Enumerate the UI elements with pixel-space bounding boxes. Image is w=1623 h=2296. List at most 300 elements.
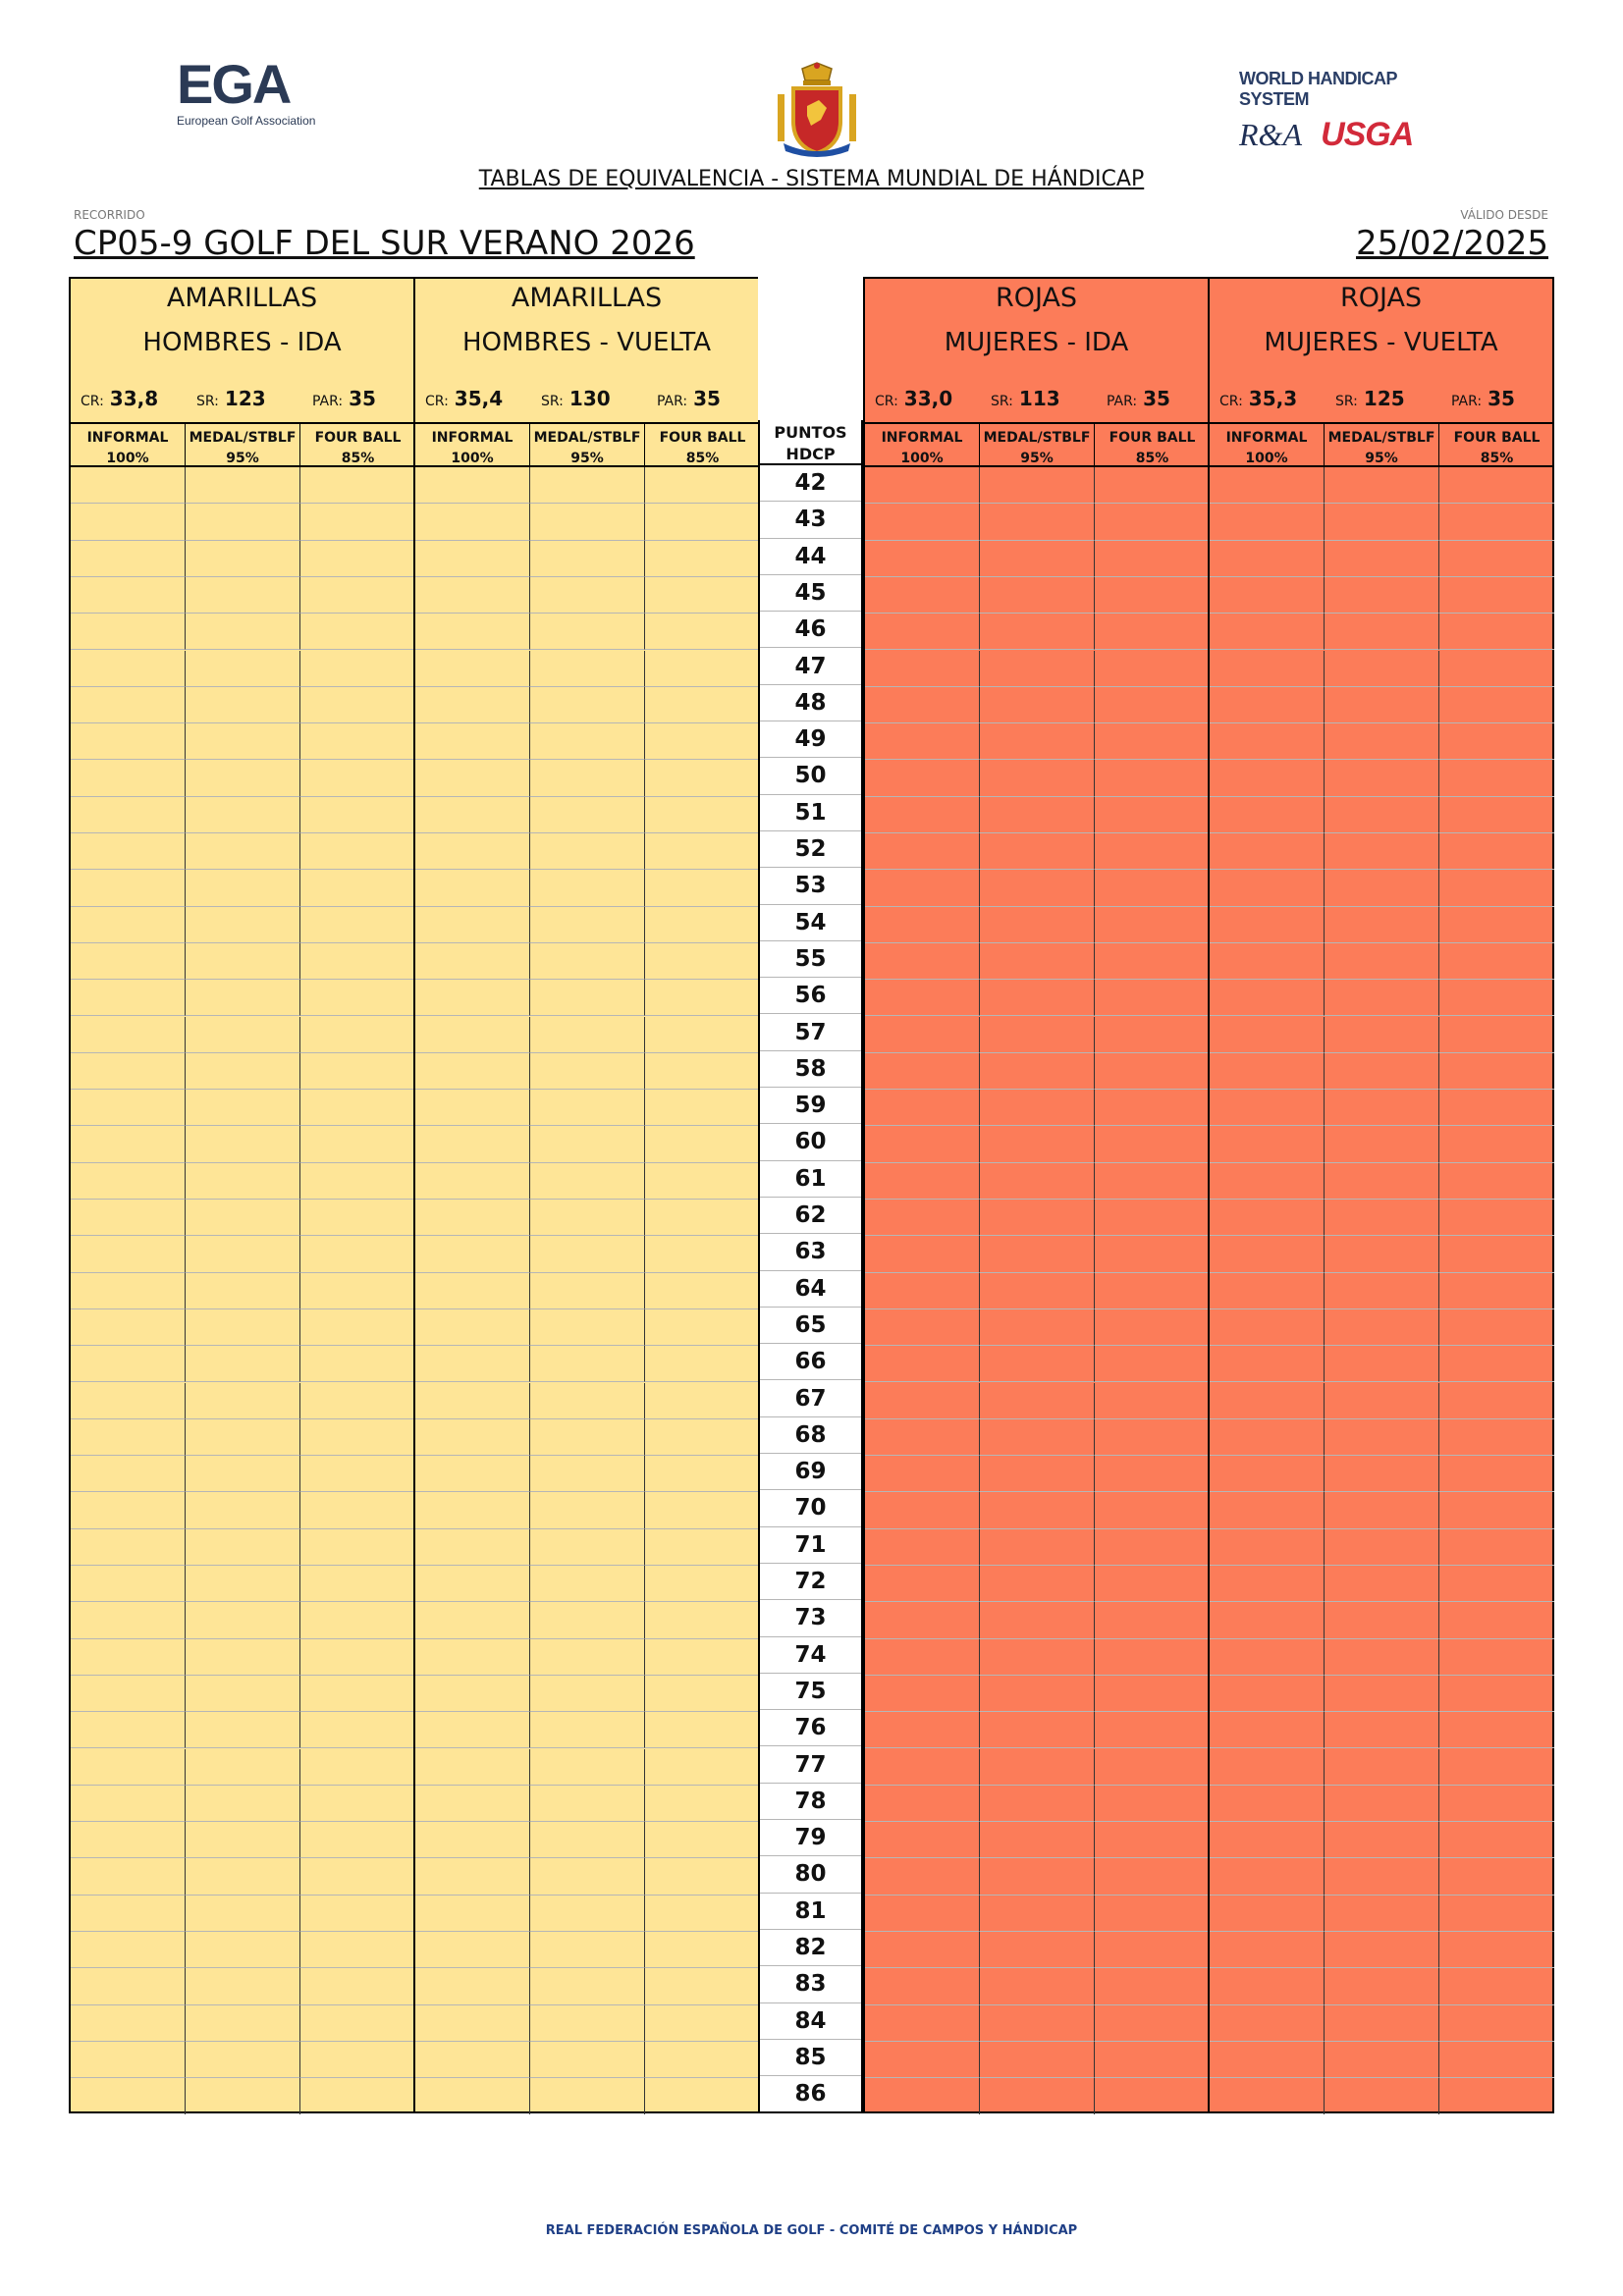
table-cell	[71, 651, 186, 687]
table-cell	[186, 1090, 300, 1126]
par-value	[657, 387, 721, 410]
table-cell	[71, 1822, 186, 1858]
table-cell	[1095, 2078, 1210, 2114]
course-rating-value: 33,0	[903, 387, 953, 410]
course-rating-value: 35,3	[1248, 387, 1298, 410]
table-cell	[300, 1456, 415, 1492]
table-cell	[1439, 980, 1554, 1016]
subcol-header-informal: INFORMAL 100%	[415, 422, 530, 467]
table-cell	[186, 943, 300, 980]
table-cell	[71, 1749, 186, 1786]
table-cell	[1439, 1896, 1554, 1932]
table-cell	[980, 1346, 1095, 1382]
table-cell	[645, 577, 760, 614]
table-cell	[1210, 1456, 1325, 1492]
points-cell: 70	[760, 1490, 861, 1526]
table-cell	[645, 1639, 760, 1676]
tee-section-label: MUJERES - VUELTA	[1264, 328, 1498, 357]
points-cell: 52	[760, 831, 861, 868]
table-cell	[1095, 1896, 1210, 1932]
points-cell: 75	[760, 1674, 861, 1710]
table-cell	[1095, 651, 1210, 687]
table-cell	[1210, 1419, 1325, 1456]
table-cell	[1210, 870, 1325, 906]
table-cell	[1325, 2005, 1439, 2042]
table-cell	[1325, 1712, 1439, 1748]
table-cell	[645, 2078, 760, 2114]
points-cell: 64	[760, 1271, 861, 1308]
table-cell	[415, 1309, 530, 1346]
table-cell	[415, 687, 530, 723]
slope-rating-value: 130	[568, 387, 611, 410]
table-cell	[415, 651, 530, 687]
table-cell	[530, 1273, 645, 1309]
subcol-header-four-ball: FOUR BALL 85%	[1095, 422, 1210, 467]
table-cell	[300, 1346, 415, 1382]
table-cell	[645, 1968, 760, 2004]
table-cell	[865, 1749, 980, 1786]
table-cell	[415, 1676, 530, 1712]
points-cell: 86	[794, 2081, 827, 2108]
table-cell	[530, 2042, 645, 2078]
table-cell	[1439, 504, 1554, 540]
table-cell	[1095, 1090, 1210, 1126]
table-cell	[1210, 760, 1325, 796]
table-cell	[415, 1419, 530, 1456]
table-cell	[186, 1236, 300, 1272]
table-cell	[300, 1822, 415, 1858]
table-cell	[645, 1602, 760, 1638]
table-cell	[865, 723, 980, 760]
table-cell	[1325, 1383, 1439, 1419]
table-cell	[1325, 1456, 1439, 1492]
table-cell	[865, 614, 980, 650]
table-cell	[530, 1346, 645, 1382]
table-cell	[186, 1786, 300, 1822]
table-cell	[980, 1456, 1095, 1492]
table-cell	[1210, 1309, 1325, 1346]
table-cell	[71, 1126, 186, 1162]
table-cell	[1439, 1346, 1554, 1382]
table-cell	[1095, 1163, 1210, 1200]
table-cell	[1439, 577, 1554, 614]
table-cell	[186, 504, 300, 540]
table-cell	[71, 1676, 186, 1712]
table-cell	[530, 1419, 645, 1456]
table-cell	[1325, 1236, 1439, 1272]
table-cell	[865, 1456, 980, 1492]
slope-rating	[991, 387, 1107, 410]
table-cell	[415, 1017, 530, 1053]
table-cell	[186, 1822, 300, 1858]
table-cell	[300, 541, 415, 577]
table-cell	[1439, 2078, 1554, 2114]
table-cell	[1210, 651, 1325, 687]
table-cell	[71, 467, 186, 504]
table-cell	[1210, 1053, 1325, 1090]
table-cell	[1210, 504, 1325, 540]
table-cell	[980, 1712, 1095, 1748]
table-cell	[980, 1639, 1095, 1676]
table-cell	[1210, 943, 1325, 980]
table-cell	[530, 1456, 645, 1492]
table-cell	[1439, 1090, 1554, 1126]
table-cell	[1325, 760, 1439, 796]
table-cell	[415, 614, 530, 650]
table-cell	[300, 1968, 415, 2004]
table-cell	[645, 943, 760, 980]
table-cell	[980, 1419, 1095, 1456]
par-value	[1451, 387, 1515, 410]
table-cell	[645, 907, 760, 943]
table-cell	[645, 1932, 760, 1968]
table-cell	[645, 1529, 760, 1566]
table-cell	[71, 1236, 186, 1272]
points-cell: 50	[760, 758, 861, 794]
table-cell	[1210, 1602, 1325, 1638]
table-cell	[415, 1896, 530, 1932]
table-cell	[865, 577, 980, 614]
table-cell	[530, 1492, 645, 1528]
tee-section-3	[863, 277, 1210, 2113]
table-cell	[1095, 1456, 1210, 1492]
table-cell	[980, 577, 1095, 614]
table-cell	[980, 1273, 1095, 1309]
table-cell	[415, 1529, 530, 1566]
table-cell	[1210, 577, 1325, 614]
table-cell	[865, 870, 980, 906]
table-cell	[186, 1529, 300, 1566]
course-rating-params	[81, 387, 404, 410]
table-cell	[300, 907, 415, 943]
course-rating-params	[1219, 387, 1542, 410]
table-cell	[300, 980, 415, 1016]
table-cell	[1095, 1639, 1210, 1676]
table-cell	[1210, 1639, 1325, 1676]
table-cell	[71, 1090, 186, 1126]
points-cell: 66	[760, 1344, 861, 1380]
table-cell	[1325, 1566, 1439, 1602]
table-cell	[1095, 723, 1210, 760]
table-cell	[186, 1053, 300, 1090]
course-name: CP05-9 GOLF DEL SUR VERANO 2026	[74, 224, 695, 263]
table-cell	[645, 1017, 760, 1053]
course-rating-label: CR:	[1219, 394, 1243, 409]
table-cell	[1439, 2005, 1554, 2042]
table-cell	[415, 1163, 530, 1200]
table-cell	[1095, 943, 1210, 980]
points-cell: 79	[760, 1820, 861, 1856]
table-cell	[415, 1639, 530, 1676]
table-cell	[1210, 614, 1325, 650]
points-header: PUNTOS HDCP	[774, 423, 847, 463]
table-cell	[980, 907, 1095, 943]
table-cell	[1325, 1858, 1439, 1895]
table-cell	[1210, 467, 1325, 504]
table-cell	[415, 467, 530, 504]
table-cell	[71, 1566, 186, 1602]
table-cell	[415, 1053, 530, 1090]
table-cell	[71, 1639, 186, 1676]
table-cell	[1325, 833, 1439, 870]
points-cell: 84	[760, 2003, 861, 2040]
table-cell	[530, 943, 645, 980]
table-cell	[300, 943, 415, 980]
table-cell	[300, 1126, 415, 1162]
usga-logo: USGA	[1321, 116, 1414, 153]
course-rating-params	[425, 387, 748, 410]
table-cell	[186, 577, 300, 614]
table-cell	[1325, 504, 1439, 540]
table-cell	[300, 1200, 415, 1236]
slope-rating-label: SR:	[541, 394, 564, 409]
table-cell	[1325, 1639, 1439, 1676]
table-cell	[1439, 1858, 1554, 1895]
table-cell	[1210, 1786, 1325, 1822]
table-cell	[645, 1822, 760, 1858]
table-cell	[71, 943, 186, 980]
table-cell	[1095, 467, 1210, 504]
table-cell	[1095, 980, 1210, 1016]
table-cell	[71, 1346, 186, 1382]
table-cell	[645, 2042, 760, 2078]
table-cell	[1439, 943, 1554, 980]
table-cell	[71, 1200, 186, 1236]
table-cell	[415, 1126, 530, 1162]
tee-color-name: AMARILLAS	[166, 283, 318, 313]
table-cell	[980, 1309, 1095, 1346]
tee-section-1	[69, 277, 415, 2113]
table-cell	[1210, 1858, 1325, 1895]
table-cell	[186, 2078, 300, 2114]
table-cell	[186, 1017, 300, 1053]
table-cell	[415, 833, 530, 870]
table-cell	[1095, 760, 1210, 796]
table-cell	[865, 1053, 980, 1090]
table-cell	[186, 1383, 300, 1419]
table-cell	[1095, 687, 1210, 723]
points-cell: 72	[760, 1564, 861, 1600]
table-cell	[1210, 1749, 1325, 1786]
table-cell	[980, 504, 1095, 540]
table-cell	[1439, 1383, 1554, 1419]
table-cell	[1210, 1346, 1325, 1382]
table-cell	[980, 467, 1095, 504]
table-cell	[1095, 1858, 1210, 1895]
table-cell	[645, 1346, 760, 1382]
table-cell	[415, 980, 530, 1016]
points-cell: 77	[760, 1747, 861, 1784]
table-cell	[530, 1896, 645, 1932]
points-cell: 46	[760, 612, 861, 648]
table-cell	[415, 723, 530, 760]
table-cell	[865, 980, 980, 1016]
footer-text: REAL FEDERACIÓN ESPAÑOLA DE GOLF - COMITÉ DE CAMPOS Y HÁNDICAP	[545, 2223, 1078, 2238]
course-rating-value: 35,4	[454, 387, 504, 410]
table-cell	[71, 1712, 186, 1748]
table-cell	[1210, 1492, 1325, 1528]
table-cell	[865, 1822, 980, 1858]
course-rating-label: CR:	[81, 394, 104, 409]
table-cell	[1095, 577, 1210, 614]
points-cell: 56	[760, 978, 861, 1014]
table-cell	[300, 797, 415, 833]
table-cell	[415, 870, 530, 906]
valido-desde-label: VÁLIDO DESDE	[1460, 208, 1548, 222]
course-rating-params	[875, 387, 1198, 410]
table-cell	[415, 2042, 530, 2078]
table-cell	[1095, 504, 1210, 540]
table-cell	[530, 2005, 645, 2042]
table-cell	[186, 1309, 300, 1346]
table-cell	[530, 870, 645, 906]
table-cell	[865, 541, 980, 577]
table-cell	[415, 1236, 530, 1272]
ega-logo-mark: EGA	[177, 53, 291, 115]
table-cell	[1095, 833, 1210, 870]
table-cell	[186, 870, 300, 906]
table-cell	[645, 1749, 760, 1786]
table-cell	[1439, 1932, 1554, 1968]
table-cell	[1210, 1896, 1325, 1932]
course-rating	[875, 387, 991, 410]
table-cell	[1325, 1786, 1439, 1822]
table-cell	[865, 1786, 980, 1822]
table-cell	[530, 1200, 645, 1236]
subcol-header-informal: INFORMAL 100%	[71, 422, 186, 467]
table-cell	[1095, 870, 1210, 906]
slope-rating	[541, 387, 657, 410]
table-cell	[530, 1712, 645, 1748]
table-cell	[415, 1492, 530, 1528]
table-cell	[865, 1712, 980, 1748]
table-cell	[415, 1786, 530, 1822]
table-cell	[1439, 1566, 1554, 1602]
table-cell	[186, 1492, 300, 1528]
table-cell	[1210, 1566, 1325, 1602]
table-cell	[530, 1053, 645, 1090]
par-value-label: PAR:	[312, 394, 344, 409]
table-cell	[530, 1309, 645, 1346]
par-value	[312, 387, 376, 410]
table-cell	[186, 1749, 300, 1786]
table-cell	[865, 1968, 980, 2004]
tee-section-2	[413, 277, 760, 2113]
table-cell	[71, 687, 186, 723]
table-cell	[980, 1858, 1095, 1895]
table-cell	[415, 1602, 530, 1638]
table-cell	[300, 2005, 415, 2042]
table-cell	[1210, 1383, 1325, 1419]
points-cell: 42	[760, 465, 861, 502]
table-cell	[300, 1273, 415, 1309]
table-cell	[1325, 1676, 1439, 1712]
table-cell	[415, 1858, 530, 1895]
table-cell	[71, 1858, 186, 1895]
table-cell	[415, 1749, 530, 1786]
table-cell	[1095, 1236, 1210, 1272]
ra-logo: R&A	[1239, 117, 1302, 152]
table-cell	[300, 1017, 415, 1053]
table-cell	[865, 1163, 980, 1200]
table-cell	[865, 1090, 980, 1126]
table-cell	[300, 1602, 415, 1638]
table-cell	[865, 1492, 980, 1528]
tee-section-4	[1208, 277, 1554, 2113]
table-cell	[1210, 907, 1325, 943]
table-cell	[980, 1749, 1095, 1786]
table-cell	[1325, 797, 1439, 833]
table-cell	[1210, 687, 1325, 723]
table-cell	[186, 651, 300, 687]
table-cell	[1325, 1822, 1439, 1858]
table-cell	[1439, 870, 1554, 906]
points-cell: 53	[760, 868, 861, 904]
table-cell	[186, 1126, 300, 1162]
table-cell	[645, 870, 760, 906]
table-cell	[530, 1639, 645, 1676]
table-cell	[1325, 1346, 1439, 1382]
table-cell	[186, 760, 300, 796]
table-cell	[300, 651, 415, 687]
table-cell	[1095, 1273, 1210, 1309]
table-cell	[415, 1383, 530, 1419]
table-cell	[1095, 1822, 1210, 1858]
table-cell	[71, 2078, 186, 2114]
table-cell	[980, 1017, 1095, 1053]
table-cell	[71, 1163, 186, 1200]
table-cell	[415, 1566, 530, 1602]
table-cell	[1095, 1786, 1210, 1822]
table-cell	[980, 1602, 1095, 1638]
points-cell: 74	[760, 1637, 861, 1674]
table-cell	[1095, 2005, 1210, 2042]
table-cell	[1210, 1712, 1325, 1748]
table-cell	[1439, 1492, 1554, 1528]
table-cell	[865, 1236, 980, 1272]
table-cell	[71, 1309, 186, 1346]
course-rating-value: 33,8	[109, 387, 159, 410]
table-cell	[300, 614, 415, 650]
table-cell	[980, 723, 1095, 760]
table-cell	[71, 577, 186, 614]
points-cell: 60	[760, 1124, 861, 1160]
table-cell	[186, 1456, 300, 1492]
table-cell	[186, 1566, 300, 1602]
subcol-header-medal-stblf: MEDAL/STBLF 95%	[980, 422, 1095, 467]
table-cell	[1210, 980, 1325, 1016]
ega-logo-subtitle: European Golf Association	[177, 114, 316, 128]
table-cell	[1439, 1126, 1554, 1162]
table-cell	[71, 1456, 186, 1492]
table-cell	[415, 1822, 530, 1858]
table-cell	[186, 467, 300, 504]
course-rating	[81, 387, 196, 410]
table-cell	[1210, 541, 1325, 577]
table-cell	[300, 1566, 415, 1602]
table-cell	[865, 651, 980, 687]
tee-color-name: AMARILLAS	[511, 283, 663, 313]
table-cell	[1325, 1309, 1439, 1346]
table-cell	[186, 1419, 300, 1456]
points-cell: 58	[760, 1051, 861, 1088]
table-cell	[1325, 687, 1439, 723]
table-cell	[300, 760, 415, 796]
table-cell	[1095, 1126, 1210, 1162]
table-cell	[300, 2078, 415, 2114]
table-cell	[186, 980, 300, 1016]
table-cell	[645, 1419, 760, 1456]
